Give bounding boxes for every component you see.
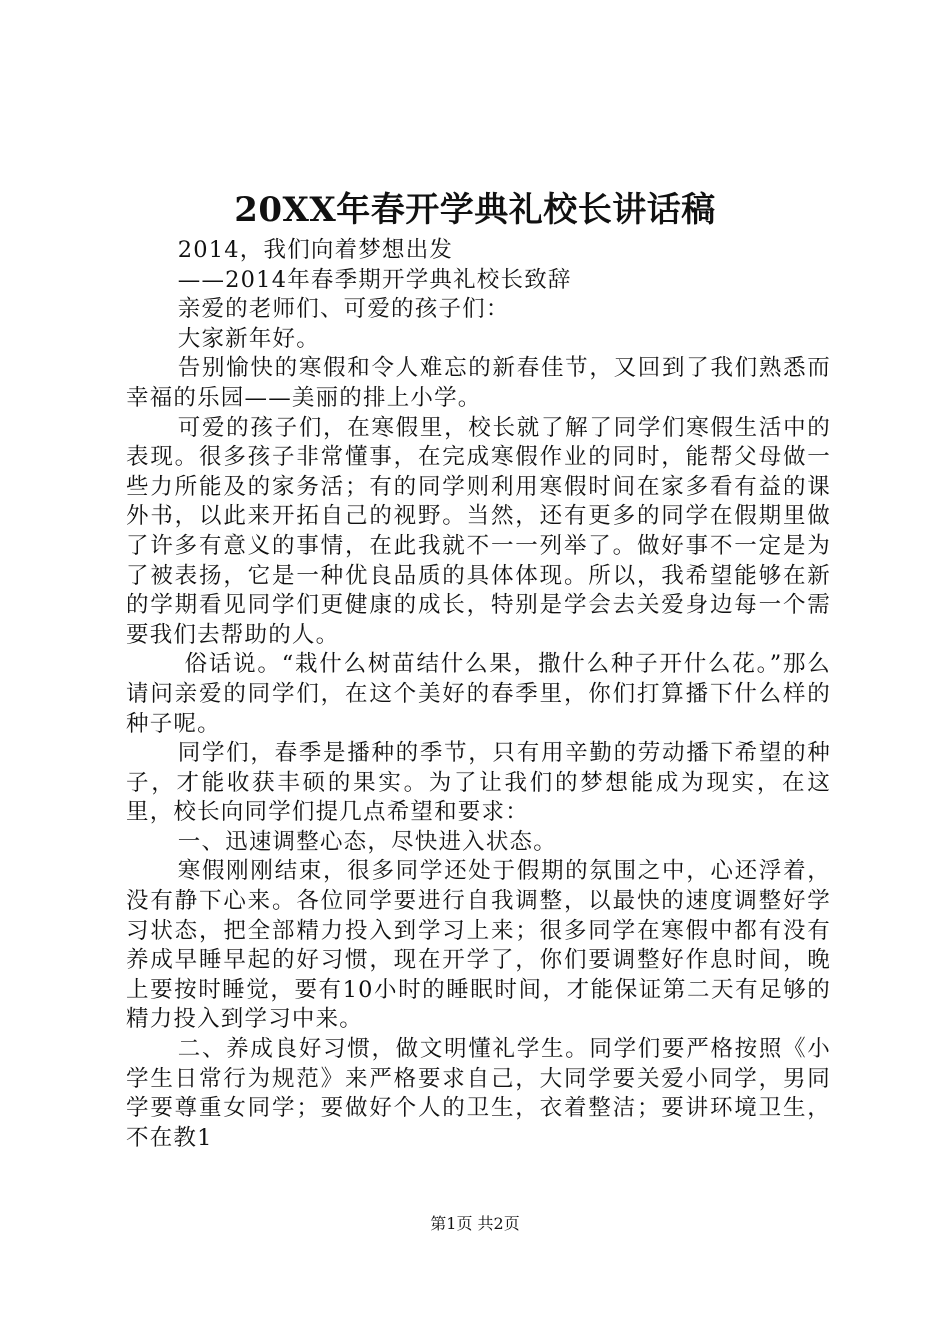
paragraph: 告别愉快的寒假和令人难忘的新春佳节，又回到了我们熟悉而幸福的乐园——美丽的排上小学。 [126, 355, 831, 411]
paragraph: 俗话说。“栽什么树苗结什么果，撒什么种子开什么花。”那么请问亲爱的同学们，在这个美好的春季里，你们打算播下什么样的种子呢。 [126, 651, 831, 737]
subtitle-dedication: ——2014年春季期开学典礼校长致辞 [177, 266, 572, 293]
section-heading: 一、迅速调整心态，尽快进入状态。 [177, 828, 557, 855]
salutation: 亲爱的老师们、可爱的孩子们： [177, 296, 510, 323]
paragraph: 同学们，春季是播种的季节，只有用辛勤的劳动播下希望的种子，才能收获丰硕的果实。为了让我们的梦想能成为现实，在这里，校长向同学们提几点希望和要求： [126, 740, 831, 826]
paragraph: 寒假刚刚结束，很多同学还处于假期的氛围之中，心还浮着，没有静下心来。各位同学要进行自我调整，以最快的速度调整好学习状态，把全部精力投入到学习上来；很多同学在寒假中都有没有养成早睡早起的好习惯，现在开学了，你们要调整好作息时间，晚上要按时睡觉，要有10小时的睡眠时间，才能保证第二天有足够的精力投入到学习中来。 [126, 858, 831, 1033]
document-body [126, 236, 831, 1153]
subtitle-line: 2014，我们向着梦想出发 [177, 237, 454, 263]
document-title: 20XX年春开学典礼校长讲话稿 [234, 190, 716, 230]
paragraph: 二、养成良好习惯，做文明懂礼学生。同学们要严格按照《小学生日常行为规范》来严格要求自己，大同学要关爱小同学，男同学要尊重女同学；要做好个人的卫生，衣着整洁；要讲环境卫生，不在教1 [126, 1036, 831, 1151]
page-footer: 第1页 共2页 [430, 1214, 520, 1233]
greeting: 大家新年好。 [177, 325, 320, 352]
paragraph: 可爱的孩子们，在寒假里，校长就了解了同学们寒假生活中的表现。很多孩子非常懂事，在完成寒假作业的同时，能帮父母做一些力所能及的家务活；有的同学则利用寒假时间在家多看有益的课外书，以此来开拓自己的视野。当然，还有更多的同学在假期里做了许多有意义的事情，在此我就不一一列举了。做好事不一定是为了被表扬，它是一种优良品质的具体体现。所以，我希望能够在新的学期看见同学们更健康的成长，特别是学会去关爱身边每一个需要我们去帮助的人。 [126, 414, 831, 648]
